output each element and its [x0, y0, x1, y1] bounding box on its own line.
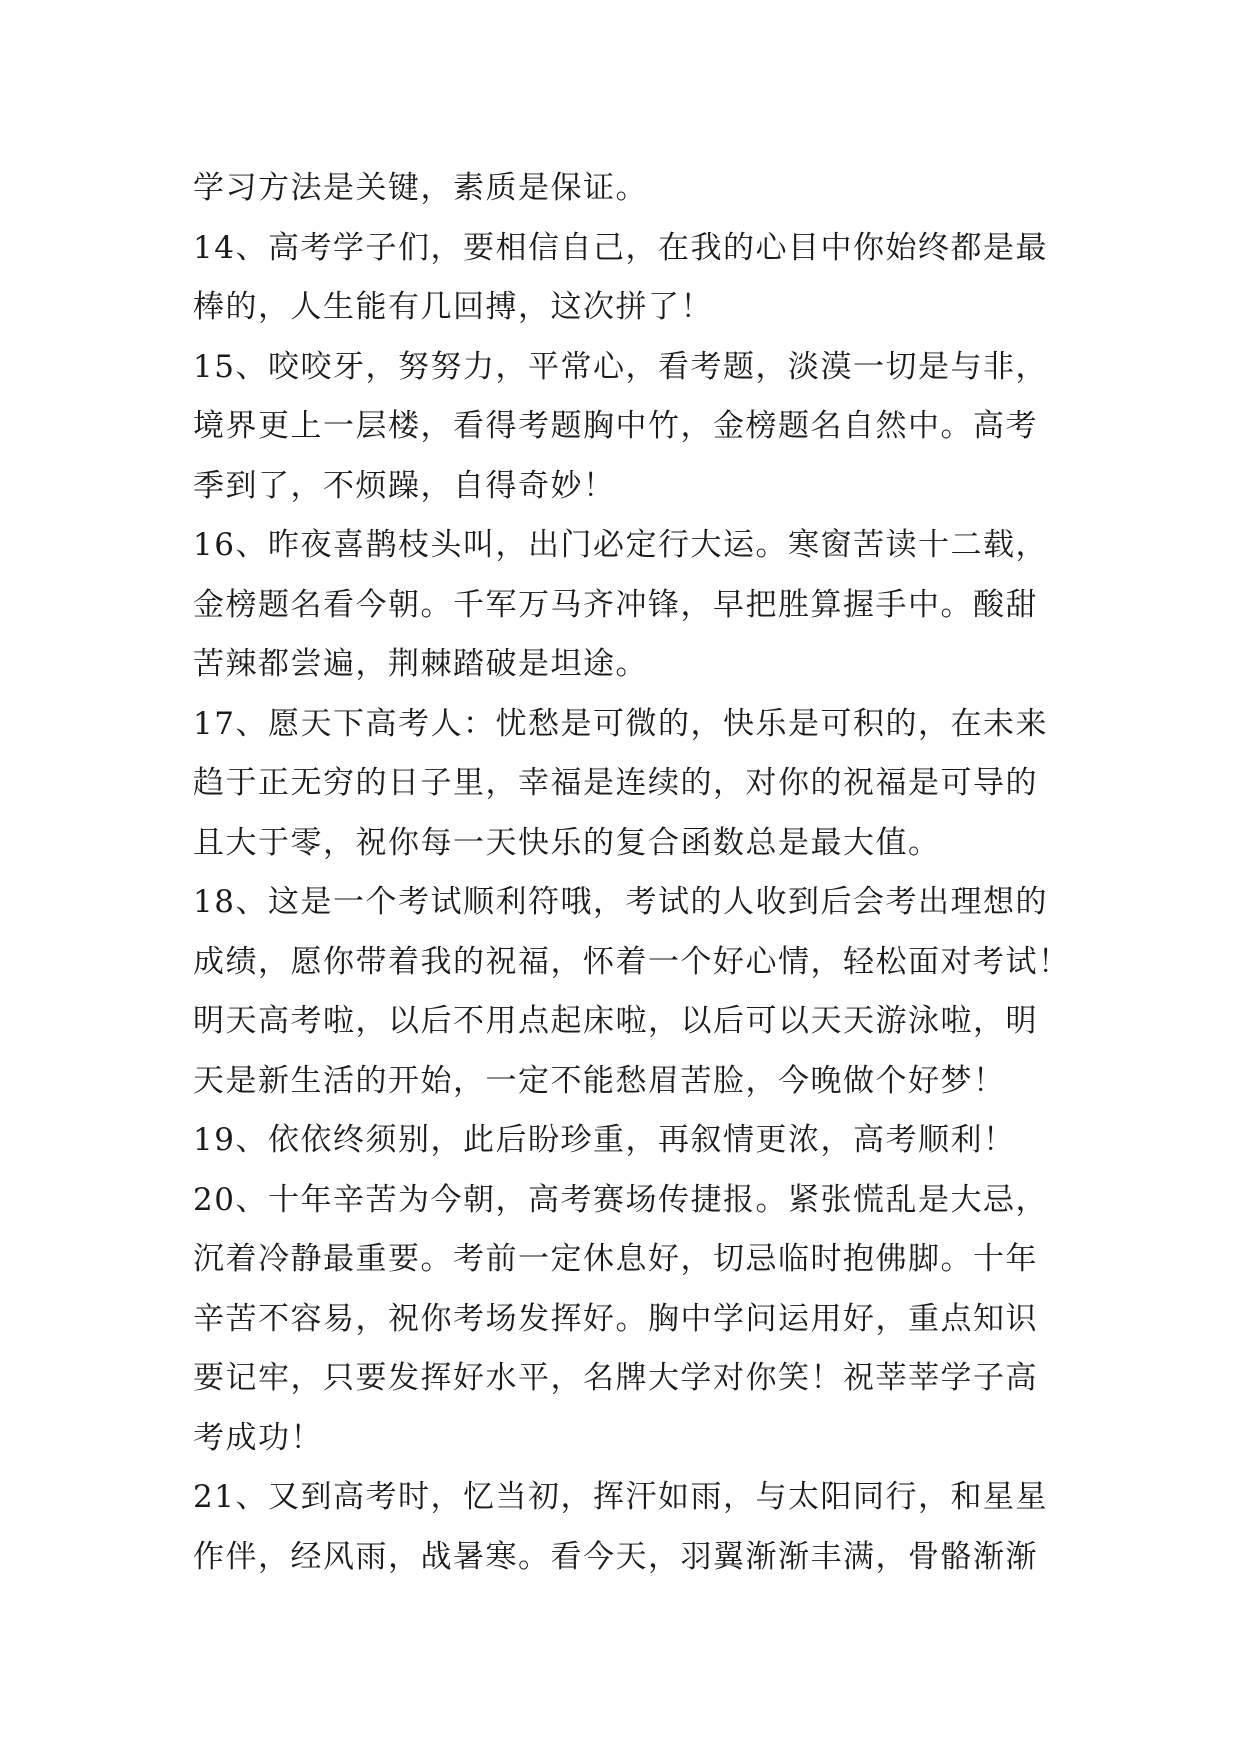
text-line: 金榜题名看今朝。千军万马齐冲锋，早把胜算握手中。酸甜 [193, 586, 1038, 623]
text-line: 苦辣都尝遍，荆棘踏破是坦途。 [193, 646, 648, 682]
text-line: 沉着冷静最重要。考前一定休息好，切忌临时抱佛脚。十年 [193, 1241, 1038, 1277]
text-line: 19、依依终须别，此后盼珍重，再叙情更浓，高考顺利！ [193, 1122, 1016, 1158]
text-line: 14、高考学子们，要相信自己，在我的心目中你始终都是最 [193, 229, 1048, 266]
text-line: 成绩，愿你带着我的祝福，怀着一个好心情，轻松面对考试！ [193, 943, 1071, 980]
text-line: 且大于零，祝你每一天快乐的复合函数总是最大值。 [193, 824, 941, 861]
text-line: 学习方法是关键，素质是保证。 [193, 170, 648, 206]
text-line: 要记牢，只要发挥好水平，名牌大学对你笑！祝莘莘学子高 [193, 1360, 1038, 1396]
text-line: 作伴，经风雨，战暑寒。看今天，羽翼渐渐丰满，骨骼渐渐 [193, 1538, 1038, 1575]
text-line: 棒的，人生能有几回搏，这次拼了！ [193, 289, 713, 325]
document-body [193, 159, 1071, 1587]
text-line: 辛苦不容易，祝你考场发挥好。胸中学问运用好，重点知识 [193, 1300, 1038, 1337]
text-line: 16、昨夜喜鹊枝头叫，出门必定行大运。寒窗苦读十二载， [193, 527, 1048, 563]
text-line: 考成功！ [193, 1419, 323, 1456]
text-line: 明天高考啦，以后不用点起床啦，以后可以天天游泳啦，明 [193, 1003, 1038, 1039]
text-line: 天是新生活的开始，一定不能愁眉苦脸，今晚做个好梦！ [193, 1062, 1006, 1099]
text-line: 17、愿天下高考人：忧愁是可微的，快乐是可积的，在未来 [193, 705, 1048, 742]
text-line: 季到了，不烦躁，自得奇妙！ [193, 467, 616, 504]
text-line: 境界更上一层楼，看得考题胸中竹，金榜题名自然中。高考 [193, 408, 1038, 444]
text-line: 15、咬咬牙，努努力，平常心，看考题，淡漠一切是与非， [193, 348, 1048, 385]
text-line: 18、这是一个考试顺利符哦，考试的人收到后会考出理想的 [193, 884, 1048, 920]
text-line: 趋于正无穷的日子里，幸福是连续的，对你的祝福是可导的 [193, 765, 1038, 801]
text-line: 20、十年辛苦为今朝，高考赛场传捷报。紧张慌乱是大忌， [193, 1181, 1048, 1218]
text-line: 21、又到高考时，忆当初，挥汗如雨，与太阳同行，和星星 [193, 1479, 1048, 1515]
